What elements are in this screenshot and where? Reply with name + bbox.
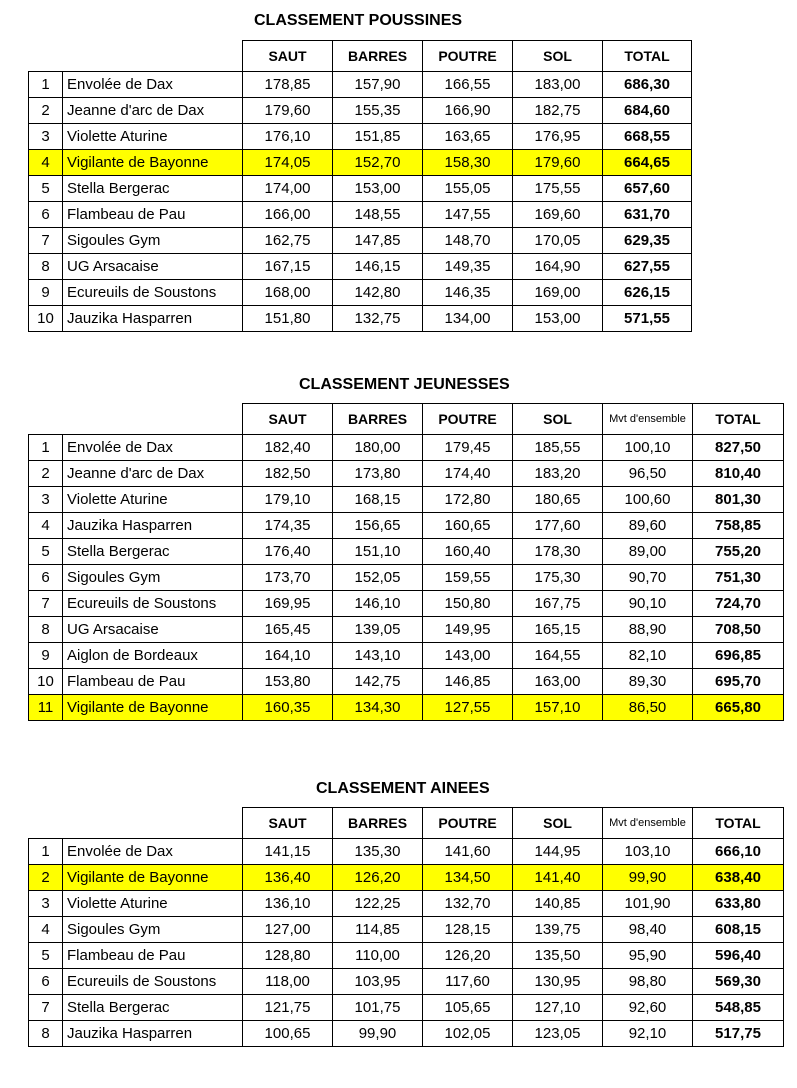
rank-cell: 6 [29, 565, 63, 591]
poutre-cell: 148,70 [423, 228, 513, 254]
mvt-cell: 89,60 [603, 513, 693, 539]
barres-cell: 157,90 [333, 72, 423, 98]
total-cell: 708,50 [693, 617, 784, 643]
club-cell: Aiglon de Bordeaux [63, 643, 243, 669]
poutre-cell: 163,65 [423, 124, 513, 150]
rank-cell: 4 [29, 917, 63, 943]
mvt-cell: 86,50 [603, 695, 693, 721]
table-row [29, 176, 692, 202]
header-blank [29, 808, 243, 839]
sol-cell: 176,95 [513, 124, 603, 150]
saut-cell: 174,05 [243, 150, 333, 176]
saut-cell: 173,70 [243, 565, 333, 591]
saut-cell: 127,00 [243, 917, 333, 943]
barres-cell: 143,10 [333, 643, 423, 669]
barres-cell: 146,10 [333, 591, 423, 617]
sol-cell: 130,95 [513, 969, 603, 995]
club-cell: Sigoules Gym [63, 228, 243, 254]
saut-cell: 182,50 [243, 461, 333, 487]
mvt-cell: 100,60 [603, 487, 693, 513]
saut-cell: 174,35 [243, 513, 333, 539]
saut-cell: 160,35 [243, 695, 333, 721]
poutre-cell: 160,65 [423, 513, 513, 539]
mvt-cell: 89,30 [603, 669, 693, 695]
barres-cell: 168,15 [333, 487, 423, 513]
sol-cell: 144,95 [513, 839, 603, 865]
rank-cell: 7 [29, 228, 63, 254]
saut-cell: 176,40 [243, 539, 333, 565]
saut-cell: 118,00 [243, 969, 333, 995]
sol-cell: 170,05 [513, 228, 603, 254]
ainees-table [28, 807, 784, 1047]
club-cell: Flambeau de Pau [63, 669, 243, 695]
table-row [29, 695, 784, 721]
table-row [29, 565, 784, 591]
barres-cell: 139,05 [333, 617, 423, 643]
barres-cell: 135,30 [333, 839, 423, 865]
poutre-cell: 158,30 [423, 150, 513, 176]
sol-cell: 164,55 [513, 643, 603, 669]
poutre-cell: 146,35 [423, 280, 513, 306]
barres-cell: 103,95 [333, 969, 423, 995]
mvt-cell: 101,90 [603, 891, 693, 917]
sol-cell: 177,60 [513, 513, 603, 539]
rank-cell: 2 [29, 461, 63, 487]
rank-cell: 2 [29, 98, 63, 124]
table-row [29, 943, 784, 969]
saut-cell: 179,60 [243, 98, 333, 124]
barres-cell: 99,90 [333, 1021, 423, 1047]
sol-cell: 178,30 [513, 539, 603, 565]
mvt-cell: 100,10 [603, 435, 693, 461]
table-row [29, 306, 692, 332]
barres-cell: 148,55 [333, 202, 423, 228]
total-cell: 633,80 [693, 891, 784, 917]
sol-cell: 182,75 [513, 98, 603, 124]
column-header: SAUT [243, 404, 333, 435]
sol-cell: 165,15 [513, 617, 603, 643]
column-header: SAUT [243, 808, 333, 839]
table-row [29, 150, 692, 176]
poutre-cell: 134,50 [423, 865, 513, 891]
poutre-cell: 141,60 [423, 839, 513, 865]
total-cell: 666,10 [693, 839, 784, 865]
rank-cell: 7 [29, 995, 63, 1021]
table-row [29, 254, 692, 280]
barres-cell: 155,35 [333, 98, 423, 124]
rank-cell: 4 [29, 150, 63, 176]
total-cell: 668,55 [603, 124, 692, 150]
poutre-cell: 174,40 [423, 461, 513, 487]
sol-cell: 175,55 [513, 176, 603, 202]
total-cell: 686,30 [603, 72, 692, 98]
barres-cell: 101,75 [333, 995, 423, 1021]
saut-cell: 179,10 [243, 487, 333, 513]
saut-cell: 136,10 [243, 891, 333, 917]
poutre-cell: 160,40 [423, 539, 513, 565]
saut-cell: 100,65 [243, 1021, 333, 1047]
total-cell: 801,30 [693, 487, 784, 513]
total-cell: 665,80 [693, 695, 784, 721]
club-cell: Stella Bergerac [63, 539, 243, 565]
club-cell: UG Arsacaise [63, 254, 243, 280]
column-header: BARRES [333, 808, 423, 839]
rank-cell: 10 [29, 306, 63, 332]
poutre-cell: 128,15 [423, 917, 513, 943]
rank-cell: 8 [29, 1021, 63, 1047]
saut-cell: 151,80 [243, 306, 333, 332]
club-cell: Sigoules Gym [63, 565, 243, 591]
barres-cell: 152,05 [333, 565, 423, 591]
total-cell: 571,55 [603, 306, 692, 332]
sol-cell: 179,60 [513, 150, 603, 176]
total-cell: 657,60 [603, 176, 692, 202]
saut-cell: 153,80 [243, 669, 333, 695]
column-header: SOL [513, 808, 603, 839]
table-row [29, 917, 784, 943]
club-cell: UG Arsacaise [63, 617, 243, 643]
total-cell: 638,40 [693, 865, 784, 891]
poutre-cell: 132,70 [423, 891, 513, 917]
total-cell: 596,40 [693, 943, 784, 969]
total-cell: 608,15 [693, 917, 784, 943]
club-cell: Violette Aturine [63, 891, 243, 917]
poutre-cell: 149,95 [423, 617, 513, 643]
club-cell: Vigilante de Bayonne [63, 150, 243, 176]
rank-cell: 4 [29, 513, 63, 539]
club-cell: Ecureuils de Soustons [63, 591, 243, 617]
sol-cell: 157,10 [513, 695, 603, 721]
rank-cell: 9 [29, 280, 63, 306]
total-cell: 626,15 [603, 280, 692, 306]
table-row [29, 1021, 784, 1047]
club-cell: Vigilante de Bayonne [63, 695, 243, 721]
club-cell: Jauzika Hasparren [63, 513, 243, 539]
rank-cell: 10 [29, 669, 63, 695]
barres-cell: 134,30 [333, 695, 423, 721]
table-row [29, 995, 784, 1021]
poutre-cell: 126,20 [423, 943, 513, 969]
total-cell: 755,20 [693, 539, 784, 565]
table-row [29, 513, 784, 539]
poutre-cell: 172,80 [423, 487, 513, 513]
sol-cell: 123,05 [513, 1021, 603, 1047]
total-cell: 827,50 [693, 435, 784, 461]
ainees-title: CLASSEMENT AINEES [316, 780, 490, 797]
club-cell: Violette Aturine [63, 487, 243, 513]
total-cell: 758,85 [693, 513, 784, 539]
club-cell: Violette Aturine [63, 124, 243, 150]
table-row [29, 617, 784, 643]
poutre-cell: 166,90 [423, 98, 513, 124]
poussines-table [28, 40, 692, 332]
club-cell: Jeanne d'arc de Dax [63, 461, 243, 487]
poutre-cell: 147,55 [423, 202, 513, 228]
poutre-cell: 166,55 [423, 72, 513, 98]
total-cell: 569,30 [693, 969, 784, 995]
barres-cell: 151,85 [333, 124, 423, 150]
table-row [29, 839, 784, 865]
total-cell: 696,85 [693, 643, 784, 669]
club-cell: Flambeau de Pau [63, 943, 243, 969]
club-cell: Envolée de Dax [63, 435, 243, 461]
saut-cell: 169,95 [243, 591, 333, 617]
poutre-cell: 117,60 [423, 969, 513, 995]
sol-cell: 169,60 [513, 202, 603, 228]
mvt-cell: 98,80 [603, 969, 693, 995]
header-blank [29, 404, 243, 435]
sol-cell: 180,65 [513, 487, 603, 513]
table-row [29, 98, 692, 124]
total-cell: 548,85 [693, 995, 784, 1021]
poutre-cell: 149,35 [423, 254, 513, 280]
mvt-cell: 90,10 [603, 591, 693, 617]
table-row [29, 865, 784, 891]
table-row [29, 891, 784, 917]
saut-cell: 166,00 [243, 202, 333, 228]
barres-cell: 152,70 [333, 150, 423, 176]
sol-cell: 164,90 [513, 254, 603, 280]
table-row [29, 487, 784, 513]
rank-cell: 1 [29, 72, 63, 98]
club-cell: Jeanne d'arc de Dax [63, 98, 243, 124]
barres-cell: 142,80 [333, 280, 423, 306]
saut-cell: 164,10 [243, 643, 333, 669]
rank-cell: 1 [29, 839, 63, 865]
saut-cell: 136,40 [243, 865, 333, 891]
total-cell: 724,70 [693, 591, 784, 617]
rank-cell: 11 [29, 695, 63, 721]
saut-cell: 141,15 [243, 839, 333, 865]
rank-cell: 3 [29, 487, 63, 513]
poutre-cell: 150,80 [423, 591, 513, 617]
club-cell: Jauzika Hasparren [63, 306, 243, 332]
jeunesses-title: CLASSEMENT JEUNESSES [299, 376, 510, 393]
total-cell: 684,60 [603, 98, 692, 124]
table-row [29, 669, 784, 695]
mvt-cell: 99,90 [603, 865, 693, 891]
barres-cell: 142,75 [333, 669, 423, 695]
poutre-cell: 159,55 [423, 565, 513, 591]
rank-cell: 7 [29, 591, 63, 617]
rank-cell: 5 [29, 176, 63, 202]
barres-cell: 122,25 [333, 891, 423, 917]
barres-cell: 126,20 [333, 865, 423, 891]
barres-cell: 151,10 [333, 539, 423, 565]
total-cell: 631,70 [603, 202, 692, 228]
poutre-cell: 127,55 [423, 695, 513, 721]
club-cell: Ecureuils de Soustons [63, 280, 243, 306]
total-cell: 695,70 [693, 669, 784, 695]
rank-cell: 1 [29, 435, 63, 461]
column-header: BARRES [333, 404, 423, 435]
mvt-cell: 103,10 [603, 839, 693, 865]
column-header: SOL [513, 41, 603, 72]
saut-cell: 121,75 [243, 995, 333, 1021]
barres-cell: 180,00 [333, 435, 423, 461]
sol-cell: 141,40 [513, 865, 603, 891]
barres-cell: 153,00 [333, 176, 423, 202]
poussines-title: CLASSEMENT POUSSINES [254, 12, 463, 29]
saut-cell: 174,00 [243, 176, 333, 202]
column-header: Mvt d'ensemble [603, 404, 693, 435]
table-row [29, 435, 784, 461]
rank-cell: 3 [29, 124, 63, 150]
column-header: Mvt d'ensemble [603, 808, 693, 839]
poutre-cell: 179,45 [423, 435, 513, 461]
mvt-cell: 96,50 [603, 461, 693, 487]
sol-cell: 127,10 [513, 995, 603, 1021]
poutre-cell: 102,05 [423, 1021, 513, 1047]
barres-cell: 110,00 [333, 943, 423, 969]
column-header: TOTAL [603, 41, 692, 72]
rank-cell: 6 [29, 969, 63, 995]
poutre-cell: 155,05 [423, 176, 513, 202]
mvt-cell: 89,00 [603, 539, 693, 565]
saut-cell: 178,85 [243, 72, 333, 98]
column-header: TOTAL [693, 404, 784, 435]
total-cell: 810,40 [693, 461, 784, 487]
sol-cell: 139,75 [513, 917, 603, 943]
club-cell: Jauzika Hasparren [63, 1021, 243, 1047]
column-header: POUTRE [423, 404, 513, 435]
mvt-cell: 95,90 [603, 943, 693, 969]
club-cell: Envolée de Dax [63, 72, 243, 98]
column-header: SOL [513, 404, 603, 435]
barres-cell: 173,80 [333, 461, 423, 487]
table-row [29, 202, 692, 228]
sol-cell: 153,00 [513, 306, 603, 332]
rank-cell: 9 [29, 643, 63, 669]
column-header: TOTAL [693, 808, 784, 839]
table-row [29, 280, 692, 306]
rank-cell: 5 [29, 539, 63, 565]
club-cell: Flambeau de Pau [63, 202, 243, 228]
column-header: SAUT [243, 41, 333, 72]
mvt-cell: 88,90 [603, 617, 693, 643]
rank-cell: 5 [29, 943, 63, 969]
barres-cell: 132,75 [333, 306, 423, 332]
total-cell: 751,30 [693, 565, 784, 591]
mvt-cell: 82,10 [603, 643, 693, 669]
club-cell: Ecureuils de Soustons [63, 969, 243, 995]
saut-cell: 176,10 [243, 124, 333, 150]
table-row [29, 228, 692, 254]
club-cell: Stella Bergerac [63, 995, 243, 1021]
sol-cell: 183,20 [513, 461, 603, 487]
saut-cell: 182,40 [243, 435, 333, 461]
mvt-cell: 92,10 [603, 1021, 693, 1047]
rank-cell: 6 [29, 202, 63, 228]
saut-cell: 165,45 [243, 617, 333, 643]
table-row [29, 643, 784, 669]
barres-cell: 147,85 [333, 228, 423, 254]
club-cell: Sigoules Gym [63, 917, 243, 943]
table-row [29, 969, 784, 995]
column-header: POUTRE [423, 41, 513, 72]
sol-cell: 169,00 [513, 280, 603, 306]
total-cell: 664,65 [603, 150, 692, 176]
column-header: BARRES [333, 41, 423, 72]
table-row [29, 591, 784, 617]
sol-cell: 185,55 [513, 435, 603, 461]
sol-cell: 140,85 [513, 891, 603, 917]
poutre-cell: 143,00 [423, 643, 513, 669]
jeunesses-table [28, 403, 784, 721]
sol-cell: 135,50 [513, 943, 603, 969]
table-row [29, 72, 692, 98]
mvt-cell: 92,60 [603, 995, 693, 1021]
header-blank [29, 41, 243, 72]
sol-cell: 175,30 [513, 565, 603, 591]
table-row [29, 461, 784, 487]
column-header: POUTRE [423, 808, 513, 839]
saut-cell: 128,80 [243, 943, 333, 969]
club-cell: Envolée de Dax [63, 839, 243, 865]
barres-cell: 114,85 [333, 917, 423, 943]
poutre-cell: 146,85 [423, 669, 513, 695]
barres-cell: 146,15 [333, 254, 423, 280]
poutre-cell: 134,00 [423, 306, 513, 332]
saut-cell: 167,15 [243, 254, 333, 280]
sol-cell: 167,75 [513, 591, 603, 617]
mvt-cell: 90,70 [603, 565, 693, 591]
sol-cell: 163,00 [513, 669, 603, 695]
rank-cell: 8 [29, 254, 63, 280]
club-cell: Stella Bergerac [63, 176, 243, 202]
sol-cell: 183,00 [513, 72, 603, 98]
table-row [29, 124, 692, 150]
table-row [29, 539, 784, 565]
poutre-cell: 105,65 [423, 995, 513, 1021]
rank-cell: 3 [29, 891, 63, 917]
saut-cell: 162,75 [243, 228, 333, 254]
mvt-cell: 98,40 [603, 917, 693, 943]
total-cell: 629,35 [603, 228, 692, 254]
club-cell: Vigilante de Bayonne [63, 865, 243, 891]
rank-cell: 8 [29, 617, 63, 643]
total-cell: 627,55 [603, 254, 692, 280]
rank-cell: 2 [29, 865, 63, 891]
total-cell: 517,75 [693, 1021, 784, 1047]
saut-cell: 168,00 [243, 280, 333, 306]
barres-cell: 156,65 [333, 513, 423, 539]
